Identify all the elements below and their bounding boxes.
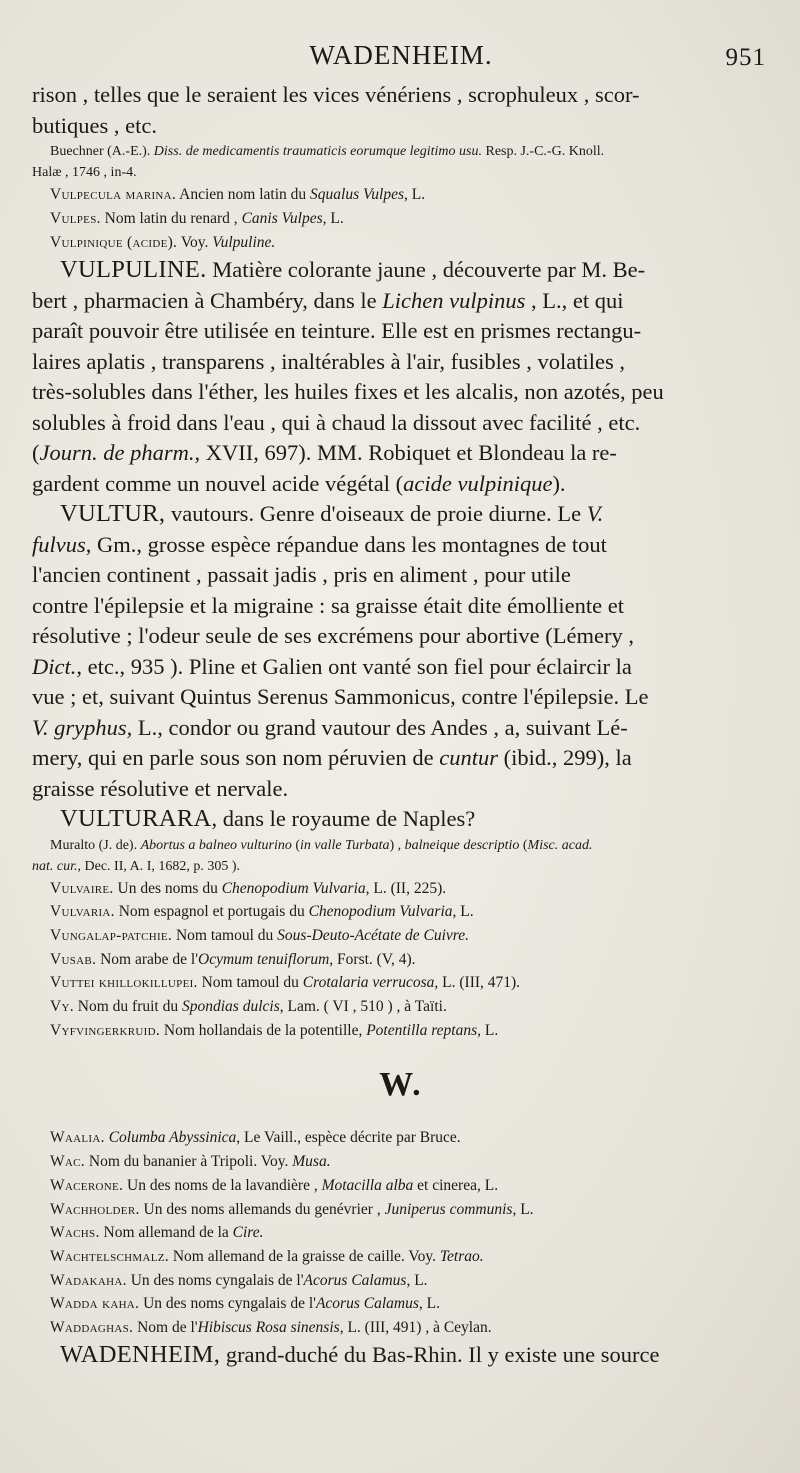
- entry-head: Wachtelschmalz.: [50, 1247, 169, 1265]
- text-span: (: [32, 440, 40, 465]
- italic-span: Journ. de pharm.: [39, 440, 195, 465]
- dictionary-entry: [32, 971, 770, 995]
- dictionary-entry: [32, 1269, 770, 1293]
- entry-head: Vulvaria.: [50, 903, 115, 921]
- entry-headword: VULTUR,: [60, 500, 166, 527]
- entry-text: Nom espagnol et portugais du: [118, 903, 305, 921]
- text-line: butiques , etc.: [32, 112, 157, 138]
- entry-post: , L. (III, 471).: [434, 974, 521, 992]
- entry-head: Vy.: [50, 998, 74, 1016]
- entry-text: Nom du bananier à Tripoli. Voy.: [88, 1153, 289, 1171]
- entry-head: Wadakaha.: [50, 1271, 127, 1289]
- entry-text: Un des noms cyngalais de l': [130, 1271, 304, 1289]
- entry-text: Un des noms cyngalais de l': [143, 1295, 316, 1313]
- entry-vultur: [32, 499, 770, 804]
- dictionary-entry: [32, 1316, 770, 1340]
- entry-post: , L.: [418, 1295, 440, 1313]
- text-line: paraît pouvoir être utilisée en teinture. Elle est en prismes rectangu-: [32, 318, 642, 343]
- entry-text: Un des noms de la lavandière ,: [127, 1176, 318, 1194]
- italic-span: Misc. acad.: [527, 837, 593, 853]
- text-span: ).: [552, 470, 566, 496]
- text-line: [32, 743, 770, 774]
- entry-text: Nom allemand de la graisse de caille. Voy.: [172, 1247, 436, 1265]
- dictionary-entry: [32, 183, 770, 207]
- entry-italic: Tetrao.: [439, 1247, 484, 1265]
- dictionary-entry: [32, 1150, 770, 1174]
- entry-post: , L.: [404, 186, 426, 203]
- dictionary-entry: [32, 1221, 770, 1245]
- text-line: [32, 286, 770, 317]
- entry-wadenheim: [32, 1340, 770, 1371]
- entry-text: Ancien nom latin du: [179, 186, 307, 203]
- entry-head: Vulvaire.: [50, 879, 114, 897]
- text-span: L., condor ou grand vautour des Andes , a, suivant Lé-: [132, 714, 628, 740]
- entry-head: Vulpinique (acide).: [50, 234, 178, 251]
- text-span: Matière colorante jaune , découverte par M. Be-: [212, 257, 646, 282]
- entry-post: , L. (III, 491) , à Ceylan.: [339, 1319, 492, 1337]
- entry-post: , L.: [512, 1200, 534, 1218]
- text-line: [32, 499, 770, 530]
- entry-post: , Lam. ( VI , 510 ) , à Taïti.: [279, 998, 447, 1016]
- entry-head: Wadda kaha.: [50, 1295, 140, 1313]
- entry-head: Wachs.: [50, 1224, 100, 1242]
- entry-text: Nom latin du renard ,: [104, 210, 238, 227]
- text-line: vue ; et, suivant Quintus Serenus Sammonicus, contre l'épilepsie. Le: [32, 684, 649, 709]
- cite-author: Buechner (A.-E.).: [50, 144, 151, 159]
- italic-span: cuntur: [439, 745, 498, 770]
- top-paragraph: [32, 80, 770, 141]
- citation-buechner: [32, 141, 770, 183]
- text-span: ) ,: [389, 837, 402, 853]
- entry-text: Nom arabe de l': [100, 950, 198, 968]
- entry-post: , L.: [322, 210, 344, 227]
- entries-group-w: [32, 1126, 770, 1339]
- entry-italic: Ocymum tenuiflorum: [198, 950, 330, 968]
- entry-vulpuline: [32, 255, 770, 499]
- entry-text: Nom tamoul du: [201, 974, 299, 992]
- dictionary-entry: [32, 995, 770, 1019]
- running-header: [32, 40, 770, 80]
- entry-post: , L.: [406, 1271, 428, 1289]
- dictionary-entry: [32, 948, 770, 972]
- dictionary-entry: [32, 1292, 770, 1316]
- entry-italic: Acorus Calamus: [303, 1271, 407, 1289]
- entry-post: , L.: [452, 903, 474, 921]
- italic-span: Dict.: [32, 653, 77, 679]
- entry-post: , Le Vaill., espèce décrite par Bruce.: [236, 1129, 461, 1147]
- text-span: , Gm., grosse espèce répandue dans les montagnes de tout: [85, 531, 607, 557]
- text-line: [32, 1340, 770, 1371]
- entry-italic: Hibiscus Rosa sinensis: [197, 1319, 340, 1337]
- text-line: [32, 255, 770, 286]
- text-span: vautours. Genre d'oiseaux de proie diurne. Le: [165, 501, 587, 526]
- text-span: , XVII, 697). MM. Robiquet et Blondeau la re-: [194, 440, 617, 465]
- entry-italic: Canis Vulpes: [241, 210, 323, 227]
- text-line: l'ancien continent , passait jadis , pris en aliment , pour utile: [32, 562, 571, 587]
- entry-post: , L. (II, 225).: [365, 879, 447, 897]
- text-span: (: [519, 837, 528, 853]
- entry-post: , L.: [477, 1021, 499, 1039]
- dictionary-entry: [32, 1019, 770, 1043]
- entry-head: Vyfvingerkruid.: [50, 1021, 161, 1039]
- entries-group-b: [32, 877, 770, 1043]
- text-span: , etc., 935 ). Pline et Galien ont vanté son fiel pour éclaircir la: [76, 653, 632, 679]
- italic-span: fulvus: [32, 531, 86, 557]
- entry-text: Un des noms du: [117, 879, 218, 897]
- text-line: contre l'épilepsie et la migraine : sa graisse était dite émolliente et: [32, 592, 624, 618]
- italic-span: Lichen vulpinus: [382, 287, 526, 313]
- citation-muralto: [32, 835, 770, 877]
- entry-text: Nom hollandais de la potentille,: [163, 1021, 363, 1039]
- cite-line2: [32, 856, 770, 877]
- text-span: , Dec. II, A. I, 1682, p. 305 ).: [77, 858, 241, 874]
- page-number: 951: [725, 44, 766, 71]
- header-title: WADENHEIM.: [309, 40, 493, 70]
- text-span: , L., et qui: [525, 287, 624, 313]
- entry-italic: Musa.: [292, 1153, 331, 1171]
- text-span: (ibid., 299), la: [497, 745, 632, 770]
- italic-span: V. gryphus,: [32, 714, 133, 740]
- entry-head: Vulpecula marina.: [50, 186, 177, 203]
- text-span: bert , pharmacien à Chambéry, dans le: [32, 287, 383, 313]
- dictionary-entry: [32, 207, 770, 231]
- text-line: [32, 713, 770, 744]
- entry-italic: Chenopodium Vulvaria: [221, 879, 366, 897]
- text-line: résolutive ; l'odeur seule de ses excrémens pour abortive (Lémery ,: [32, 623, 634, 648]
- entry-italic: Acorus Calamus: [315, 1295, 419, 1313]
- entry-italic: Crotalaria verrucosa: [302, 974, 435, 992]
- entry-italic: Motacilla alba: [321, 1176, 414, 1194]
- cite-title: Diss. de medicamentis traumaticis eorumque legitimo usu.: [153, 144, 482, 159]
- text-line: [32, 469, 770, 500]
- text-line: [32, 804, 770, 835]
- entry-italic: Squalus Vulpes: [310, 186, 405, 203]
- text-span: gardent comme un nouvel acide végétal (: [32, 470, 404, 496]
- entry-italic: Juniperus communis: [384, 1200, 513, 1218]
- italic-span: V.: [586, 501, 604, 526]
- entry-headword: VULPULINE.: [60, 256, 207, 283]
- section-letter: W.: [379, 1066, 423, 1104]
- entry-head: Vusab.: [50, 950, 97, 968]
- entry-head: Vungalap-patchie.: [50, 926, 173, 944]
- dictionary-entry: [32, 877, 770, 901]
- entry-head: Waalia.: [50, 1129, 105, 1147]
- entry-italic: Columba Abyssinica: [108, 1129, 237, 1147]
- entry-italic: Chenopodium Vulvaria: [308, 903, 453, 921]
- dictionary-entry: [32, 900, 770, 924]
- cite-rest: Resp. J.-C.-G. Knoll.: [485, 144, 605, 159]
- entry-headword: VULTURARA: [60, 805, 212, 832]
- entry-italic: Potentilla reptans: [366, 1021, 478, 1039]
- entry-text: Voy.: [180, 234, 209, 251]
- entry-head: Vuttei khillokillupei.: [50, 974, 198, 992]
- cite-line2: Halæ , 1746 , in-4.: [32, 165, 137, 180]
- entry-italic: Sous-Deuto-Acétate de Cuivre.: [277, 926, 469, 944]
- entry-italic: Cire.: [232, 1224, 264, 1242]
- dictionary-entry: [32, 1198, 770, 1222]
- italic-span: acide vulpinique: [403, 470, 553, 496]
- entry-head: Wachholder.: [50, 1200, 140, 1218]
- dictionary-entry: [32, 231, 770, 255]
- italic-span: balneique descriptio: [404, 837, 520, 853]
- italic-span: Abortus a balneo vulturino: [140, 837, 292, 853]
- entry-text: Nom de l': [137, 1319, 198, 1337]
- text-line: rison , telles que le seraient les vices vénériens , scrophuleux , scor-: [32, 82, 640, 107]
- text-line: très-solubles dans l'éther, les huiles fixes et les alcalis, non azotés, peu: [32, 379, 664, 404]
- entry-text: Nom du fruit du: [77, 998, 179, 1016]
- text-span: mery, qui en parle sous son nom péruvien de: [32, 745, 440, 770]
- text-line: [32, 530, 770, 561]
- entry-text: Nom allemand de la: [103, 1224, 229, 1242]
- text-line: laires aplatis , transparens , inaltérables à l'air, fusibles , volatiles ,: [32, 348, 625, 374]
- dictionary-entry: [32, 1174, 770, 1198]
- text-span: (: [291, 837, 301, 853]
- entry-head: Wac.: [50, 1153, 85, 1171]
- dictionary-entry: [32, 1126, 770, 1150]
- entry-text: Un des noms allemands du genévrier ,: [143, 1200, 381, 1218]
- text-line: [32, 438, 770, 469]
- italic-span: in valle Turbata: [300, 837, 390, 853]
- text-span: , dans le royaume de Naples?: [211, 806, 476, 831]
- entry-head: Waddaghas.: [50, 1319, 134, 1337]
- dictionary-entry: [32, 924, 770, 948]
- entry-post: , Forst. (V, 4).: [329, 950, 416, 968]
- text-line: [32, 652, 770, 683]
- entry-italic: Vulpuline.: [212, 234, 276, 251]
- entry-text: Nom tamoul du: [175, 926, 274, 944]
- italic-span: nat. cur.: [32, 858, 78, 874]
- text-span: grand-duché du Bas-Rhin. Il y existe une source: [220, 1341, 660, 1367]
- entry-vulturara: [32, 804, 770, 835]
- entry-head: Wacerone.: [50, 1176, 124, 1194]
- cite-author: Muralto (J. de).: [50, 837, 138, 853]
- text-line: graisse résolutive et nervale.: [32, 775, 289, 801]
- entries-group-a: [32, 183, 770, 255]
- entry-italic: Spondias dulcis: [181, 998, 280, 1016]
- entry-headword: WADENHEIM,: [60, 1340, 221, 1368]
- entry-head: Vulpes.: [50, 210, 101, 227]
- entry-post: et cinerea, L.: [413, 1176, 499, 1194]
- text-line: solubles à froid dans l'eau , qui à chaud la dissout avec facilité , etc.: [32, 409, 641, 435]
- dictionary-entry: [32, 1245, 770, 1269]
